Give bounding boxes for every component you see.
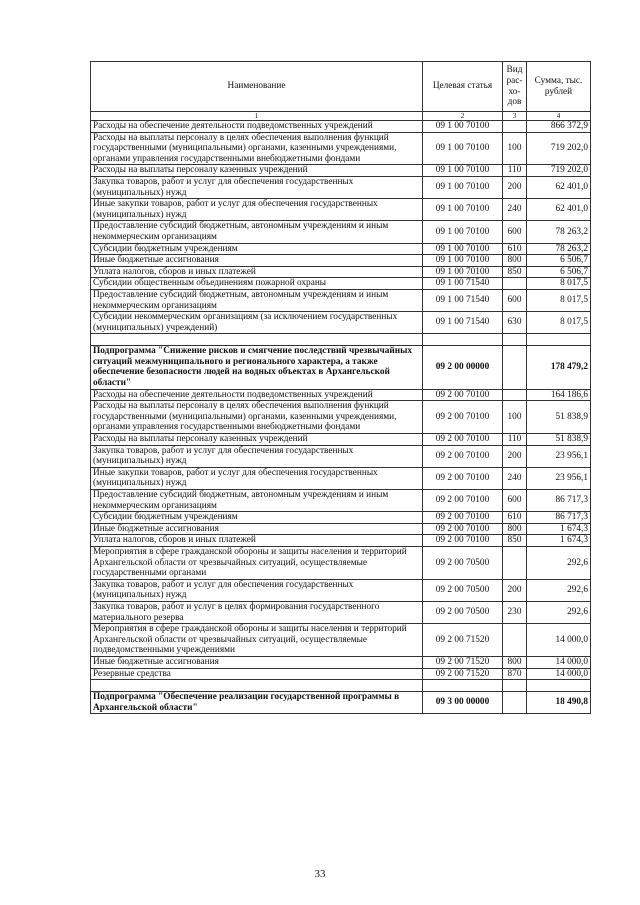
cell-name: Субсидии некоммерческим организациям (за исключением государственных (муниципальных) учреждений)	[91, 312, 423, 334]
table-row	[91, 401, 591, 434]
cell-name: Иные бюджетные ассигнования	[91, 255, 423, 267]
cell-name: Субсидии бюджетным учреждениям	[91, 512, 423, 524]
cell-amount: 292,6	[527, 601, 591, 623]
cell-name: Предоставление субсидий бюджетным, автономным учреждениям и иным некоммерческим организациям	[91, 221, 423, 243]
cell-type: 870	[503, 668, 527, 680]
cell-type: 200	[503, 176, 527, 198]
spacer-row	[91, 334, 591, 346]
table-row	[91, 445, 591, 467]
cell-code: 09 1 00 70100	[423, 221, 503, 243]
spacer-cell	[423, 680, 503, 692]
cell-code: 09 2 00 70100	[423, 535, 503, 547]
cell-amount: 6 506,7	[527, 255, 591, 267]
cell-type: 600	[503, 490, 527, 512]
spacer-cell	[91, 334, 423, 346]
cell-amount: 23 956,1	[527, 467, 591, 489]
table-row	[91, 165, 591, 177]
cell-name: Расходы на выплаты персоналу казенных учреждений	[91, 434, 423, 446]
cell-code: 09 1 00 71540	[423, 289, 503, 311]
cell-name: Иные бюджетные ассигнования	[91, 656, 423, 668]
cell-amount: 78 263,2	[527, 221, 591, 243]
spacer-cell	[527, 680, 591, 692]
cell-name: Закупка товаров, работ и услуг в целях формирования государственного материального резерва	[91, 601, 423, 623]
cell-type	[503, 389, 527, 401]
cell-code: 09 2 00 71520	[423, 656, 503, 668]
header-code: Целевая статья	[423, 62, 503, 112]
cell-type: 630	[503, 312, 527, 334]
cell-type: 800	[503, 523, 527, 535]
spacer-cell	[91, 680, 423, 692]
cell-name: Расходы на выплаты персоналу в целях обеспечения выполнения функций государственными (муниципальными) органами, казенными учреждениями, органами управления государственными внебюджетными фондами	[91, 132, 423, 165]
cell-code: 09 1 00 70100	[423, 176, 503, 198]
cell-name: Субсидии бюджетным учреждениям	[91, 243, 423, 255]
table-row	[91, 601, 591, 623]
table-header-row	[91, 62, 591, 112]
cell-code: 09 2 00 70100	[423, 434, 503, 446]
cell-code: 09 1 00 70100	[423, 165, 503, 177]
cell-code: 09 3 00 00000	[423, 692, 503, 714]
cell-type: 100	[503, 401, 527, 434]
header-amount: Сумма, тыс. рублей	[527, 62, 591, 112]
cell-code: 09 1 00 71540	[423, 312, 503, 334]
cell-code: 09 2 00 70100	[423, 445, 503, 467]
table-row	[91, 221, 591, 243]
subprogram-row	[91, 346, 591, 389]
cell-amount: 8 017,5	[527, 312, 591, 334]
cell-amount: 292,6	[527, 546, 591, 579]
cell-amount: 62 401,0	[527, 199, 591, 221]
cell-type: 610	[503, 243, 527, 255]
cell-name: Иные закупки товаров, работ и услуг для обеспечения государственных (муниципальных) нужд	[91, 199, 423, 221]
cell-amount: 78 263,2	[527, 243, 591, 255]
cell-code: 09 1 00 71540	[423, 278, 503, 290]
cell-code: 09 2 00 70100	[423, 467, 503, 489]
table-row	[91, 312, 591, 334]
spacer-cell	[527, 334, 591, 346]
cell-amount: 86 717,3	[527, 512, 591, 524]
cell-amount: 62 401,0	[527, 176, 591, 198]
column-number: 4	[527, 112, 591, 121]
cell-name: Закупка товаров, работ и услуг для обеспечения государственных (муниципальных) нужд	[91, 445, 423, 467]
column-number-row	[91, 112, 591, 121]
cell-type: 200	[503, 579, 527, 601]
table-row	[91, 389, 591, 401]
table-row	[91, 490, 591, 512]
cell-code: 09 2 00 70500	[423, 601, 503, 623]
cell-type: 850	[503, 535, 527, 547]
cell-code: 09 2 00 70500	[423, 546, 503, 579]
cell-code: 09 2 00 70100	[423, 512, 503, 524]
cell-amount: 292,6	[527, 579, 591, 601]
cell-amount: 14 000,0	[527, 656, 591, 668]
cell-type: 850	[503, 266, 527, 278]
cell-name: Расходы на выплаты персоналу казенных учреждений	[91, 165, 423, 177]
header-type: Вид рас-хо-дов	[503, 62, 527, 112]
cell-amount: 23 956,1	[527, 445, 591, 467]
cell-type: 110	[503, 434, 527, 446]
cell-code: 09 1 00 70100	[423, 199, 503, 221]
cell-amount: 719 202,0	[527, 165, 591, 177]
cell-type: 610	[503, 512, 527, 524]
cell-type: 200	[503, 445, 527, 467]
cell-amount: 51 838,9	[527, 401, 591, 434]
spacer-cell	[423, 334, 503, 346]
column-number: 3	[503, 112, 527, 121]
cell-type	[503, 121, 527, 133]
cell-type	[503, 546, 527, 579]
cell-name: Закупка товаров, работ и услуг для обеспечения государственных (муниципальных) нужд	[91, 176, 423, 198]
table-row	[91, 255, 591, 267]
cell-type: 230	[503, 601, 527, 623]
cell-type	[503, 692, 527, 714]
table-row	[91, 467, 591, 489]
cell-code: 09 2 00 00000	[423, 346, 503, 389]
cell-amount: 8 017,5	[527, 289, 591, 311]
cell-type: 600	[503, 289, 527, 311]
cell-amount: 1 674,3	[527, 535, 591, 547]
cell-code: 09 1 00 70100	[423, 121, 503, 133]
cell-amount: 6 506,7	[527, 266, 591, 278]
column-number: 1	[91, 112, 423, 121]
table-row	[91, 523, 591, 535]
table-row	[91, 579, 591, 601]
table-row	[91, 243, 591, 255]
page-number: 33	[314, 868, 326, 880]
cell-amount: 164 186,6	[527, 389, 591, 401]
cell-code: 09 2 00 70100	[423, 401, 503, 434]
cell-code: 09 2 00 71520	[423, 668, 503, 680]
cell-type: 240	[503, 467, 527, 489]
spacer-row	[91, 680, 591, 692]
column-number: 2	[423, 112, 503, 121]
cell-type: 100	[503, 132, 527, 165]
cell-amount: 51 838,9	[527, 434, 591, 446]
cell-code: 09 1 00 70100	[423, 266, 503, 278]
cell-code: 09 2 00 70500	[423, 579, 503, 601]
table-row	[91, 434, 591, 446]
subprogram-row	[91, 692, 591, 714]
table-row	[91, 176, 591, 198]
table-row	[91, 535, 591, 547]
table-row	[91, 546, 591, 579]
cell-name: Подпрограмма "Обеспечение реализации государственной программы в Архангельской области"	[91, 692, 423, 714]
table-body	[91, 121, 591, 714]
cell-name: Расходы на обеспечение деятельности подведомственных учреждений	[91, 389, 423, 401]
cell-code: 09 2 00 70100	[423, 523, 503, 535]
cell-type: 800	[503, 255, 527, 267]
spacer-cell	[503, 680, 527, 692]
cell-name: Резервные средства	[91, 668, 423, 680]
table-row	[91, 121, 591, 133]
header-name: Наименование	[91, 62, 423, 112]
cell-name: Закупка товаров, работ и услуг для обеспечения государственных (муниципальных) нужд	[91, 579, 423, 601]
table-row	[91, 132, 591, 165]
cell-type: 110	[503, 165, 527, 177]
cell-code: 09 1 00 70100	[423, 243, 503, 255]
budget-table	[90, 61, 591, 714]
cell-name: Мероприятия в сфере гражданской обороны и защиты населения и территорий Архангельской области от чрезвычайных ситуаций, осуществляемые подведомственными учреждениями	[91, 624, 423, 657]
cell-amount: 178 479,2	[527, 346, 591, 389]
cell-amount: 866 372,9	[527, 121, 591, 133]
cell-type: 800	[503, 656, 527, 668]
table-row	[91, 199, 591, 221]
table-row	[91, 624, 591, 657]
cell-type	[503, 624, 527, 657]
cell-name: Субсидии общественным объединениям пожарной охраны	[91, 278, 423, 290]
table-row	[91, 289, 591, 311]
table-row	[91, 266, 591, 278]
cell-code: 09 2 00 70100	[423, 389, 503, 401]
cell-name: Иные бюджетные ассигнования	[91, 523, 423, 535]
cell-amount: 86 717,3	[527, 490, 591, 512]
cell-name: Предоставление субсидий бюджетным, автономным учреждениям и иным некоммерческим организациям	[91, 289, 423, 311]
cell-amount: 1 674,3	[527, 523, 591, 535]
cell-name: Иные закупки товаров, работ и услуг для обеспечения государственных (муниципальных) нужд	[91, 467, 423, 489]
cell-type: 600	[503, 221, 527, 243]
cell-type	[503, 278, 527, 290]
cell-code: 09 2 00 70100	[423, 490, 503, 512]
cell-amount: 14 000,0	[527, 624, 591, 657]
cell-name: Подпрограмма "Снижение рисков и смягчение последствий чрезвычайных ситуаций межмуниципального и регионального характера, а также обеспечение безопасности людей на водных объектах в Архангельской области"	[91, 346, 423, 389]
cell-code: 09 1 00 70100	[423, 132, 503, 165]
table-row	[91, 656, 591, 668]
cell-name: Расходы на обеспечение деятельности подведомственных учреждений	[91, 121, 423, 133]
cell-name: Уплата налогов, сборов и иных платежей	[91, 266, 423, 278]
cell-amount: 18 490,8	[527, 692, 591, 714]
cell-amount: 8 017,5	[527, 278, 591, 290]
cell-name: Расходы на выплаты персоналу в целях обеспечения выполнения функций государственными (муниципальными) органами, казенными учреждениями, органами управления государственными внебюджетными фондами	[91, 401, 423, 434]
cell-type	[503, 346, 527, 389]
spacer-cell	[503, 334, 527, 346]
cell-code: 09 2 00 71520	[423, 624, 503, 657]
cell-name: Предоставление субсидий бюджетным, автономным учреждениям и иным некоммерческим организациям	[91, 490, 423, 512]
cell-name: Уплата налогов, сборов и иных платежей	[91, 535, 423, 547]
cell-name: Мероприятия в сфере гражданской обороны и защиты населения и территорий Архангельской области от чрезвычайных ситуаций, осуществляемые государственными органами	[91, 546, 423, 579]
cell-amount: 719 202,0	[527, 132, 591, 165]
cell-amount: 14 000,0	[527, 668, 591, 680]
table-row	[91, 512, 591, 524]
table-row	[91, 668, 591, 680]
cell-code: 09 1 00 70100	[423, 255, 503, 267]
cell-type: 240	[503, 199, 527, 221]
table-row	[91, 278, 591, 290]
